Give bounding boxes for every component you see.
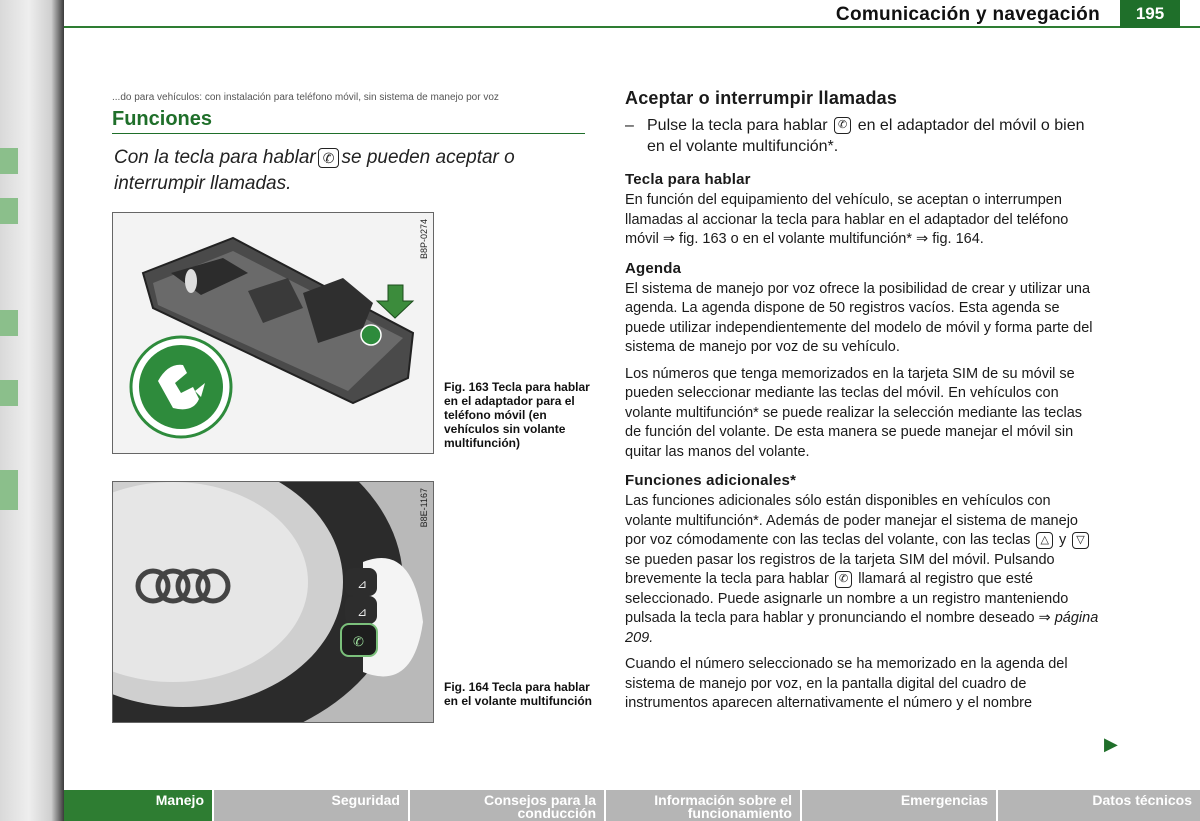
figure-caption: Fig. 163 Tecla para hablar en el adaptador para el teléfono móvil (en vehículos sin volante multifunción) [444,380,590,450]
nav-seguridad[interactable]: Seguridad [214,790,410,821]
intro-before: Con la tecla para hablar [114,147,316,168]
intro-after: se pueden aceptar o interrumpir llamadas. [114,147,515,194]
phone-adapter-illustration [113,213,434,454]
chapter-nav [64,790,1200,821]
up-key-icon: △ [1036,532,1052,549]
text-part: Las funciones adicionales sólo están disponibles en vehículos con volante multifunción*. Además de poder manejar el sistema de manejo por voz cómodamente con las teclas del volante, con las teclas [625,493,1078,548]
down-key-icon: ▽ [1072,532,1088,549]
spine-tab [0,198,18,224]
page-header [64,0,1200,28]
page-reference-link[interactable]: página 209. [625,610,1099,646]
text-part: y [1058,532,1067,548]
page-number: 195 [1120,0,1180,28]
intro-text [114,145,589,197]
figure-code: B8P-0274 [419,219,429,260]
nav-manejo[interactable]: Manejo [64,790,214,821]
text-part: se pueden pasar los registros de la tarjeta SIM del móvil. Pulsando brevemente la tecla para hablar [625,551,1055,587]
svg-text:⊿: ⊿ [357,577,368,591]
paragraph [625,492,1101,648]
text-part: llamará al registro que esté seleccionado. Puede asignarle un nombre a un registro manteniendo pulsada la tecla para hablar y pronunciando el nombre deseado ⇒ [625,571,1069,626]
svg-text:⊿: ⊿ [357,605,368,619]
steering-wheel-illustration [113,482,434,723]
subheading-talk-key: Tecla para hablar [625,171,751,188]
figure-phone-adapter [112,212,434,454]
svg-text:✆: ✆ [353,635,364,650]
spine-tab [0,310,18,336]
breadcrumb: ...do para vehículos: con instalación para teléfono móvil, sin sistema de manejo por voz [112,92,499,103]
paragraph: Los números que tenga memorizados en la tarjeta SIM de su móvil se pueden seleccionar mediante las teclas del móvil. En vehículos con volante multifunción* se puede realizar la selección mediante las teclas de función del volante. De esta manera se puede manejar el móvil sin quitar las manos del volante. [625,365,1083,460]
figure-steering-wheel [112,481,434,723]
talk-key-icon: ✆ [835,571,852,588]
bullet-after: en el adaptador del móvil o bien en el volante multifunción*. [647,117,1085,155]
right-column [625,88,1101,721]
talk-key-icon: ✆ [318,148,340,168]
figure-caption: Fig. 164 Tecla para hablar en el volante multifunción [444,680,593,708]
talk-key-icon: ✆ [834,117,851,134]
heading-accept-calls: Aceptar o interrumpir llamadas [625,88,898,108]
spine-tab [0,380,18,406]
nav-consejos[interactable]: Consejos para la conducción [410,790,606,821]
figure-code: B8E-1167 [419,488,429,528]
continue-arrow-icon: ▶ [1104,734,1118,754]
paragraph: Cuando el número seleccionado se ha memorizado en la agenda del sistema de manejo por voz, en la pantalla digital del cuadro de instrumentos aparecen alternativamente el número y el nombre [625,656,1068,711]
spine-tab [0,470,18,510]
nav-emergencias[interactable]: Emergencias [802,790,998,821]
subheading-additional-functions: Funciones adicionales* [625,472,797,489]
chapter-title: Comunicación y navegación [835,4,1100,25]
book-spine [0,0,64,821]
section-title: Funciones [112,108,585,134]
nav-datos-tecnicos[interactable]: Datos técnicos [1092,792,1192,808]
spine-tab [0,148,18,174]
subheading-agenda: Agenda [625,259,682,277]
nav-informacion[interactable]: Información sobre el funcionamiento [606,790,802,821]
bullet-before: Pulse la tecla para hablar [647,117,828,134]
instruction-bullet [625,115,1101,157]
paragraph: En función del equipamiento del vehículo, se aceptan o interrumpen llamadas al accionar la tecla para hablar en el adaptador del teléfono móvil ⇒ fig. 163 o en el volante multifunción* ⇒ fig. 164. [625,192,1069,247]
paragraph: El sistema de manejo por voz ofrece la posibilidad de crear y utilizar una agenda. La agenda dispone de 50 registros vacíos. Esta agenda se puede utilizar independientemente del modelo de móvil y forma parte del sistema de manejo por voz de su vehículo. [625,280,1093,355]
